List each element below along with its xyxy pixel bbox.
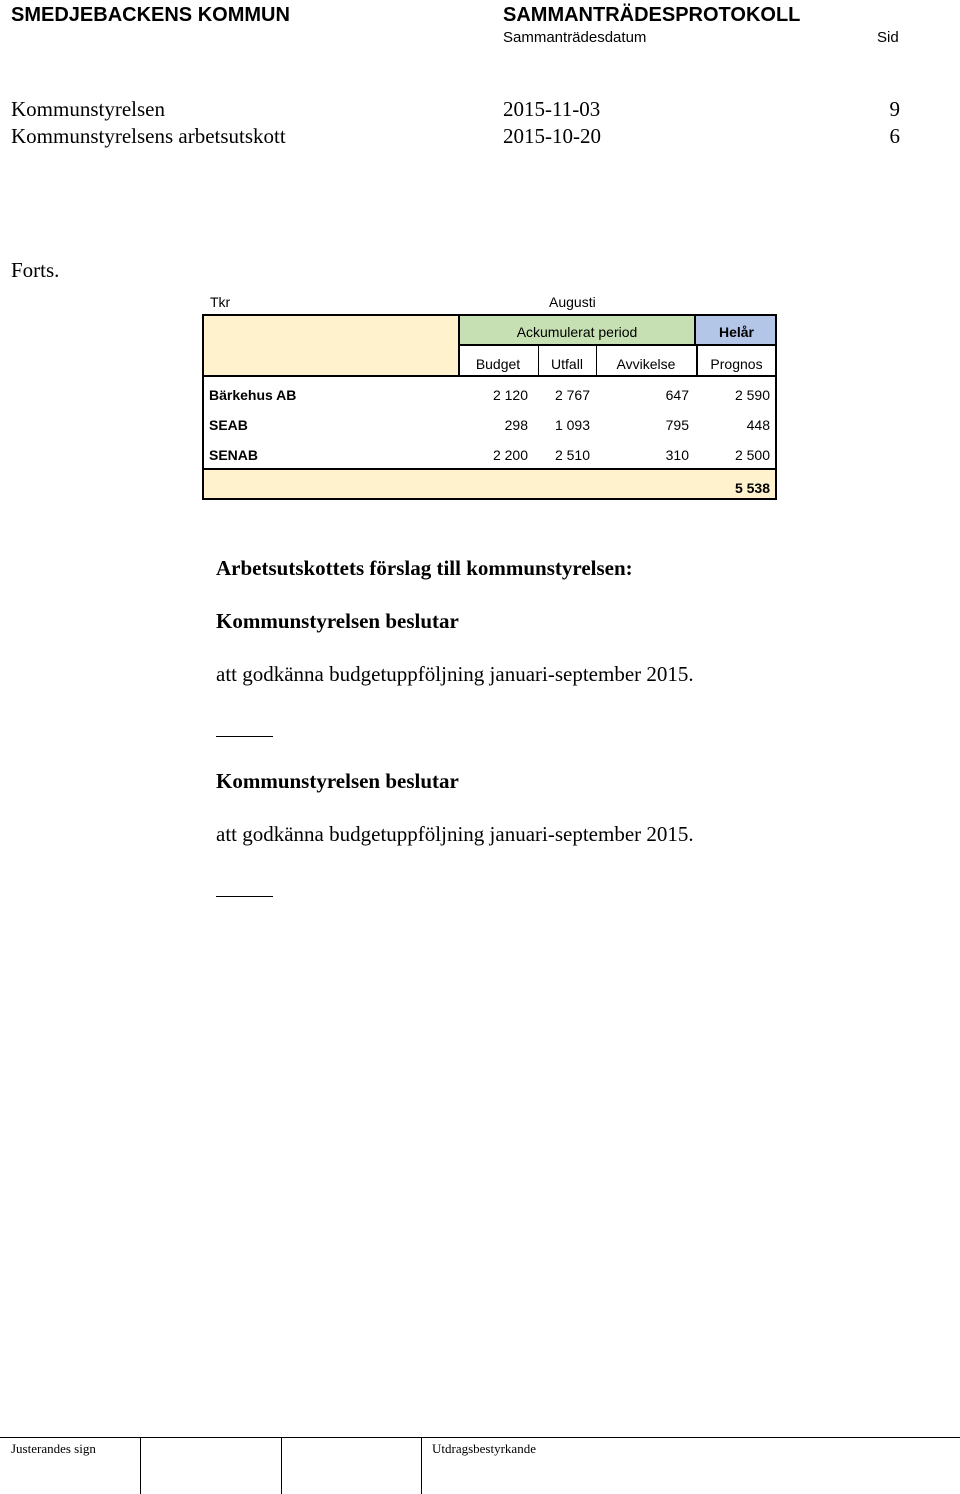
cell-prognos: 2 590 <box>734 387 770 403</box>
footer-divider <box>140 1437 141 1494</box>
cell-utfall: 1 093 <box>554 417 590 433</box>
meeting-body-2: Kommunstyrelsens arbetsutskott <box>11 124 286 148</box>
cell-prognos: 2 500 <box>734 447 770 463</box>
column-header-utfall: Utfall <box>551 356 583 372</box>
cell-avvikelse: 310 <box>665 447 689 463</box>
total-row <box>202 468 777 500</box>
separator-line <box>216 736 273 737</box>
footer-divider <box>281 1437 282 1494</box>
unit-label: Tkr <box>210 294 231 310</box>
meeting-body-1: Kommunstyrelsen <box>11 97 165 121</box>
meeting-date-1: 2015-11-03 <box>503 97 601 121</box>
cell-budget: 2 200 <box>492 447 528 463</box>
footer-top-line <box>0 1437 960 1438</box>
meeting-page-1: 9 <box>889 97 900 121</box>
proposal-decision-text: att godkänna budgetuppföljning januari-september 2015. <box>216 662 694 686</box>
decision-heading: Kommunstyrelsen beslutar <box>216 769 459 793</box>
month-label: Augusti <box>549 294 596 310</box>
row-name: SENAB <box>209 447 259 463</box>
cell-avvikelse: 647 <box>665 387 689 403</box>
proposal-heading: Arbetsutskottets förslag till kommunstyrelsen: <box>216 556 633 580</box>
document-title: SAMMANTRÄDESPROTOKOLL <box>503 4 801 26</box>
signature-footer <box>0 1437 960 1494</box>
signature-label: Justerandes sign <box>11 1441 96 1456</box>
organization-name: SMEDJEBACKENS KOMMUN <box>11 4 290 26</box>
table-header-name-cell <box>202 314 458 377</box>
cell-avvikelse: 795 <box>665 417 689 433</box>
cell-budget: 2 120 <box>492 387 528 403</box>
meeting-date-2: 2015-10-20 <box>503 124 601 148</box>
continued-label: Forts. <box>11 258 60 282</box>
column-header-prognos: Prognos <box>710 356 763 372</box>
budget-table <box>202 314 777 500</box>
proposal-decision-heading: Kommunstyrelsen beslutar <box>216 609 459 633</box>
full-year-label: Helår <box>718 324 755 340</box>
meeting-page-2: 6 <box>889 124 900 148</box>
cell-utfall: 2 510 <box>554 447 590 463</box>
cell-utfall: 2 767 <box>554 387 590 403</box>
column-header-avvikelse: Avvikelse <box>616 356 676 372</box>
separator-line <box>216 896 273 897</box>
total-value: 5 538 <box>734 480 770 496</box>
decision-text: att godkänna budgetuppföljning januari-september 2015. <box>216 822 694 846</box>
footer-divider <box>421 1437 422 1494</box>
meeting-date-label: Sammanträdesdatum <box>503 29 647 46</box>
row-name: Bärkehus AB <box>209 387 297 403</box>
cell-budget: 298 <box>504 417 528 433</box>
cell-prognos: 448 <box>746 417 770 433</box>
accumulated-period-label: Ackumulerat period <box>516 324 638 340</box>
row-name: SEAB <box>209 417 248 433</box>
certification-label: Utdragsbestyrkande <box>432 1441 536 1456</box>
column-header-budget: Budget <box>475 356 521 372</box>
page-label: Sid <box>877 29 899 46</box>
